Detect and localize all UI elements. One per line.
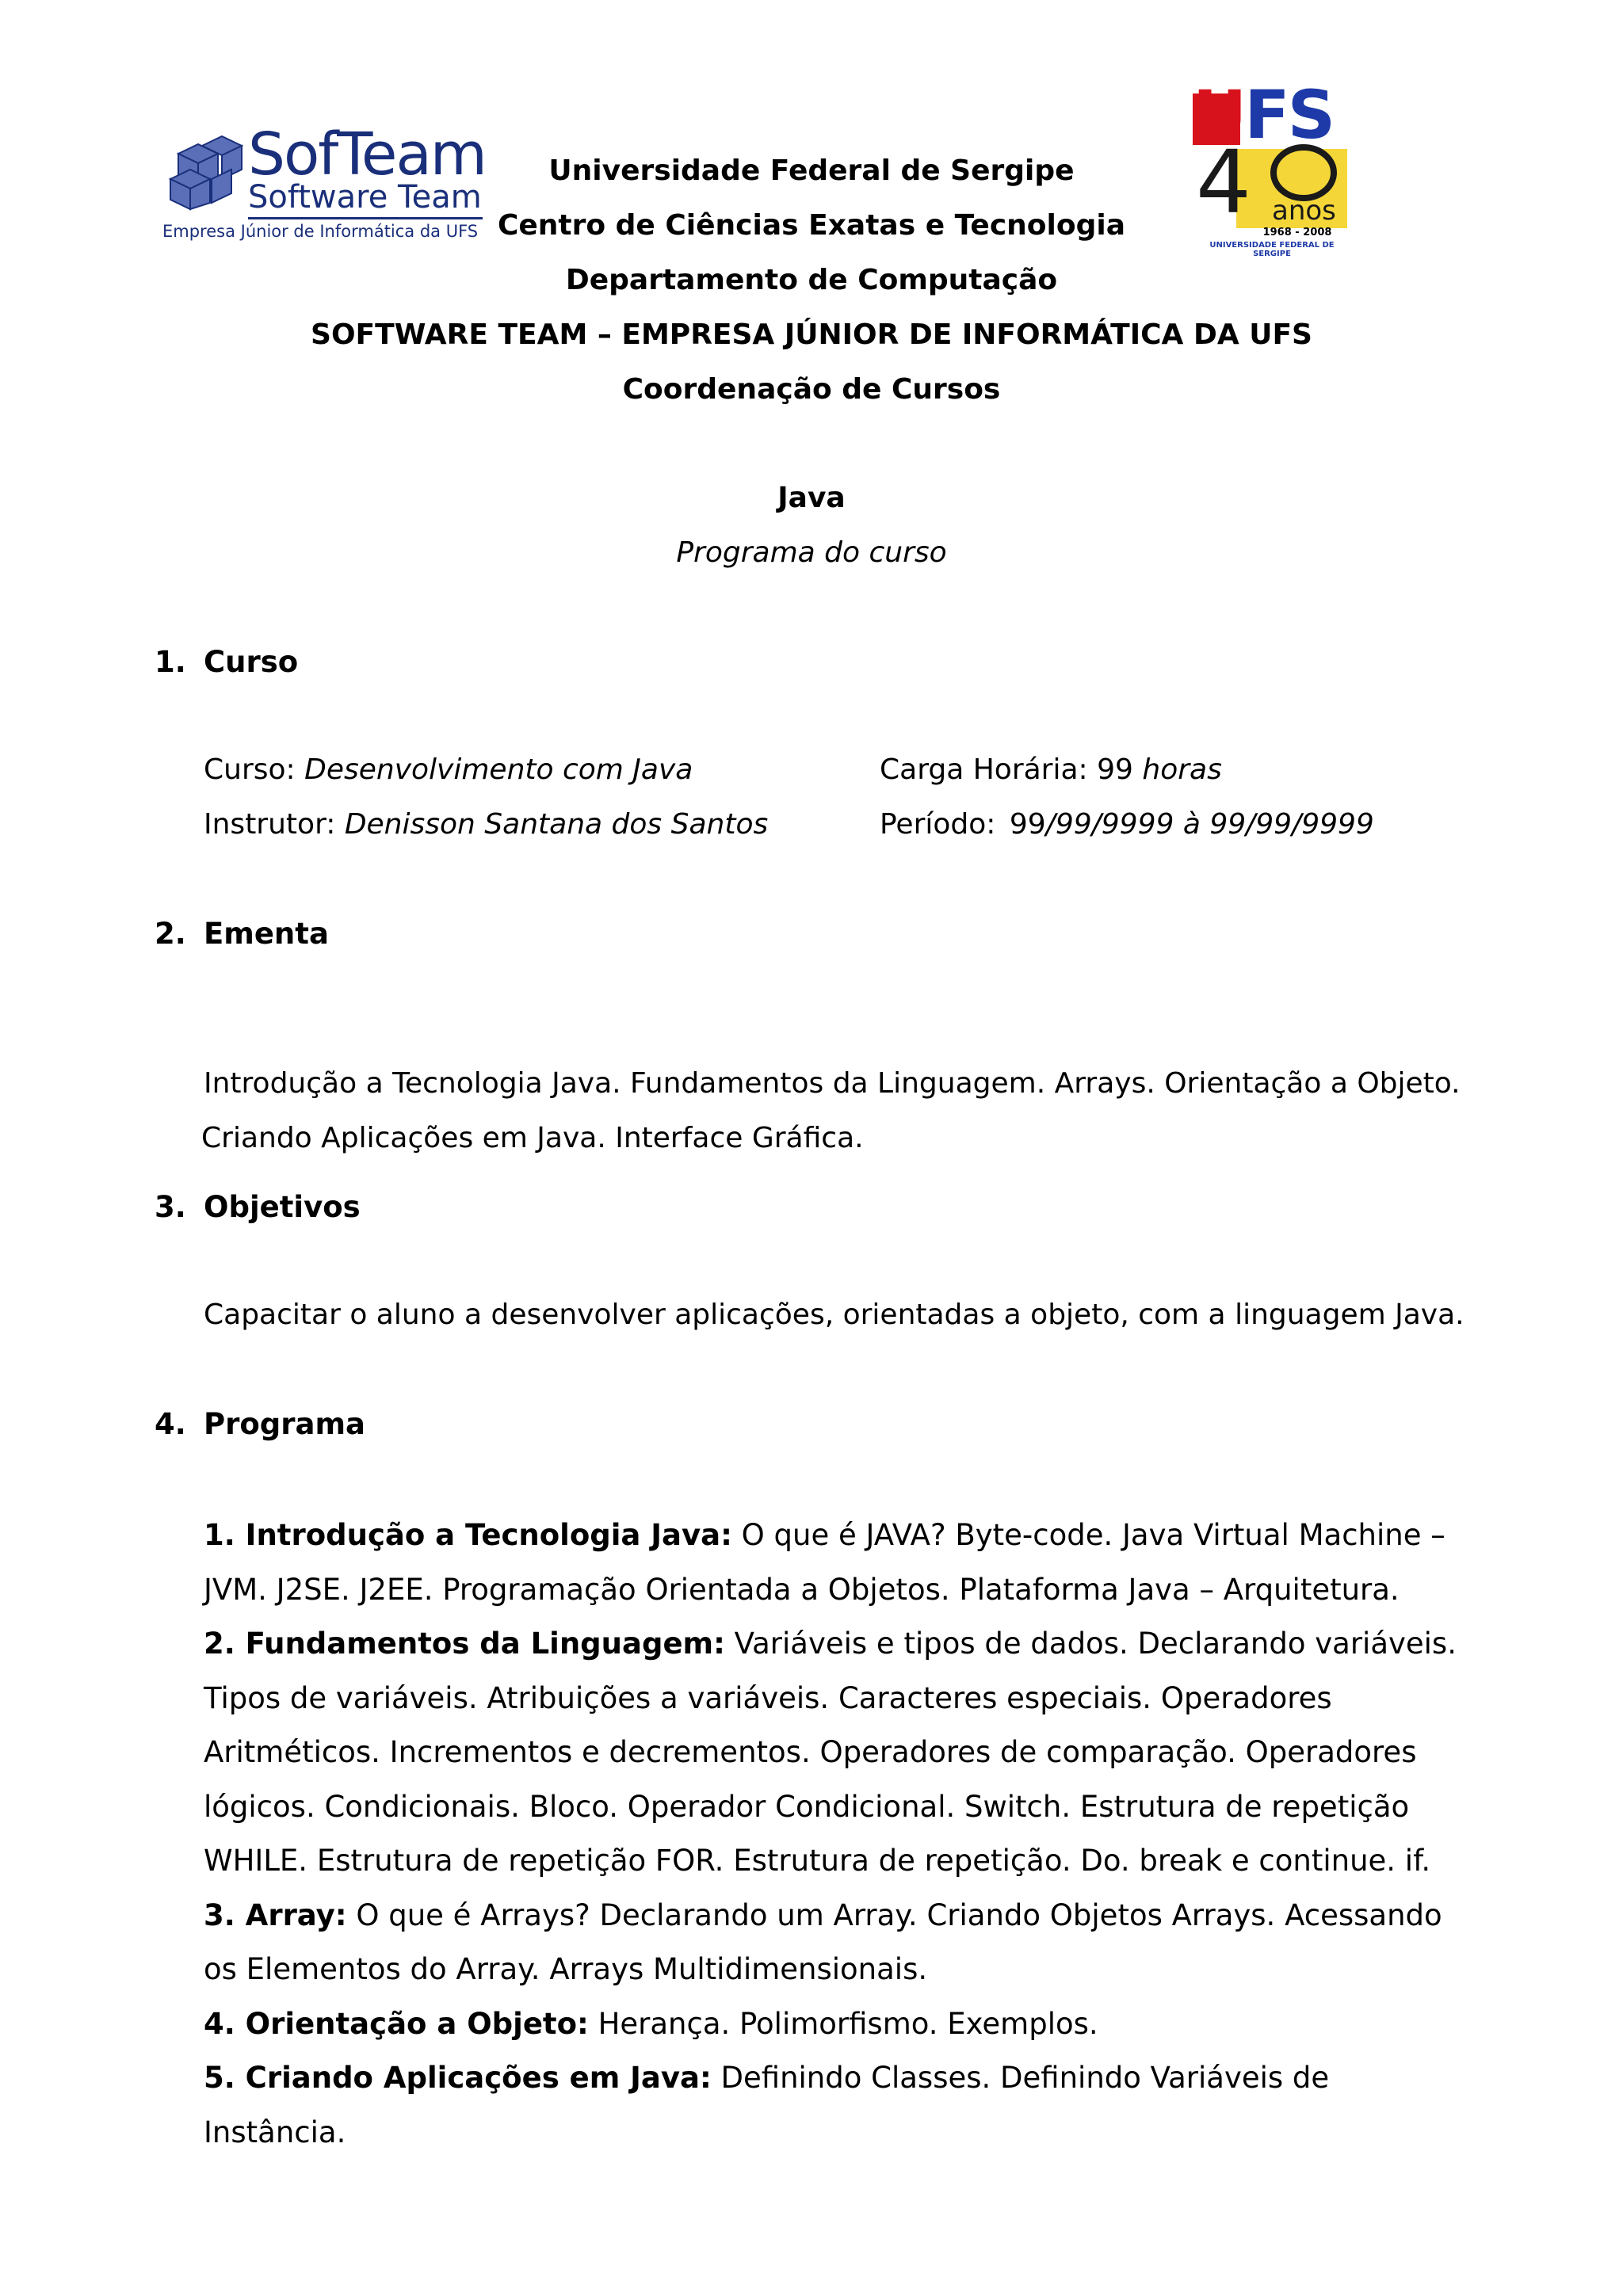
course-title: Java — [777, 482, 846, 514]
section-2-title: Ementa — [204, 917, 329, 951]
section-3-title: Objetivos — [204, 1190, 361, 1224]
ufs-logo-letters-fs: FS — [1244, 76, 1334, 154]
curso-hours-label: Carga Horária: — [880, 753, 1088, 786]
programa-item-text: O que é Arrays? Declarando um Array. Criando Objetos Arrays. Acessando os Elementos do Array. Arrays Multidimensionais. — [204, 1897, 1442, 1986]
curso-period-row — [880, 808, 1374, 841]
ufs-logo-years: 1968 - 2008 — [1262, 227, 1332, 238]
ufs-logo-text — [1193, 76, 1333, 154]
programa-item-text: O que é JAVA? Byte-code. Java Virtual Machine – JVM. J2SE. J2EE. Programação Orientada a Objetos. Plataforma Java – Arquitetura. — [204, 1518, 1445, 1607]
curso-hours-unit: horas — [1142, 753, 1222, 786]
programa-item — [204, 2051, 1472, 2160]
programa-item-label: 4. Orientação a Objeto: — [204, 2006, 589, 2041]
programa-item-text: Variáveis e tipos de dados. Declarando variáveis. Tipos de variáveis. Atribuições a variáveis. Caracteres especiais. Operadores Aritméticos. Incrementos e decrementos. Operadores de comparação. Operadores lógicos. Condicionais. Bloco. Operador Condicional. Switch. Estrutura de repetição WHILE. Estrutura de repetição FOR. Estrutura de repetição. Do. break e continue. if. — [204, 1627, 1457, 1878]
header-coordination: Coordenação de Cursos — [622, 373, 1001, 406]
section-1-number: 1. — [155, 645, 186, 679]
programa-item — [204, 1889, 1472, 1997]
ementa-line-1: Introdução a Tecnologia Java. Fundamentos da Linguagem. Arrays. Orientação a Objeto. — [204, 1067, 1461, 1100]
section-4-title: Programa — [204, 1407, 366, 1441]
programa-item — [204, 1617, 1472, 1889]
programa-item-label: 1. Introdução a Tecnologia Java: — [204, 1518, 732, 1552]
curso-instructor-row — [204, 808, 768, 841]
programa-list — [204, 1508, 1472, 2160]
programa-item-text: Definindo Classes. Definindo Variáveis de Instância. — [204, 2061, 1330, 2149]
ementa-line-2: Criando Aplicações em Java. Interface Gráfica. — [201, 1122, 864, 1154]
header-center: Centro de Ciências Exatas e Tecnologia — [497, 209, 1126, 242]
softeam-logo-name: SofTeam — [248, 120, 486, 189]
section-2-number: 2. — [155, 917, 186, 951]
programa-item-label: 2. Fundamentos da Linguagem: — [204, 1627, 725, 1661]
section-1-title: Curso — [204, 645, 299, 679]
softeam-logo-subname: Software Team — [248, 179, 482, 215]
programa-item-label: 3. Array: — [204, 1897, 347, 1932]
curso-course-label: Curso: — [204, 753, 296, 786]
section-3-number: 3. — [155, 1190, 186, 1224]
curso-period-rest: /99/9999 à 99/99/9999 — [1045, 808, 1374, 841]
programa-item — [204, 1508, 1472, 1617]
curso-instructor-label: Instrutor: — [204, 808, 336, 841]
curso-instructor-value: Denisson Santana dos Santos — [344, 808, 769, 841]
softeam-logo-tagline: Empresa Júnior de Informática da UFS — [162, 222, 479, 241]
programa-item-label: 5. Criando Aplicações em Java: — [204, 2061, 712, 2095]
curso-course-row — [204, 753, 693, 786]
ufs-logo-anos: anos — [1272, 195, 1336, 227]
course-subtitle: Programa do curso — [676, 536, 947, 569]
objetivos-text: Capacitar o aluno a desenvolver aplicações, orientadas a objeto, com a linguagem Java. — [204, 1299, 1465, 1331]
curso-course-value: Desenvolvimento com Java — [304, 753, 693, 786]
programa-item — [204, 1997, 1472, 2052]
svg-text:4: 4 — [1196, 132, 1251, 233]
curso-period-label: Período: — [880, 808, 996, 841]
ufs-logo-letter-u: U — [1193, 76, 1245, 154]
header-university: Universidade Federal de Sergipe — [548, 154, 1075, 187]
programa-item-text: Herança. Polimorfismo. Exemplos. — [588, 2006, 1098, 2041]
curso-hours-row — [880, 753, 1222, 786]
header-company: SOFTWARE TEAM – EMPRESA JÚNIOR DE INFORMÁTICA DA UFS — [311, 318, 1312, 351]
curso-period-start-day: 99 — [1009, 808, 1046, 841]
ufs-logo-university: UNIVERSIDADE FEDERAL DE SERGIPE — [1209, 241, 1335, 258]
section-4-number: 4. — [155, 1407, 186, 1441]
header-department: Departamento de Computação — [565, 264, 1058, 296]
curso-hours-number: 99 — [1097, 753, 1133, 786]
